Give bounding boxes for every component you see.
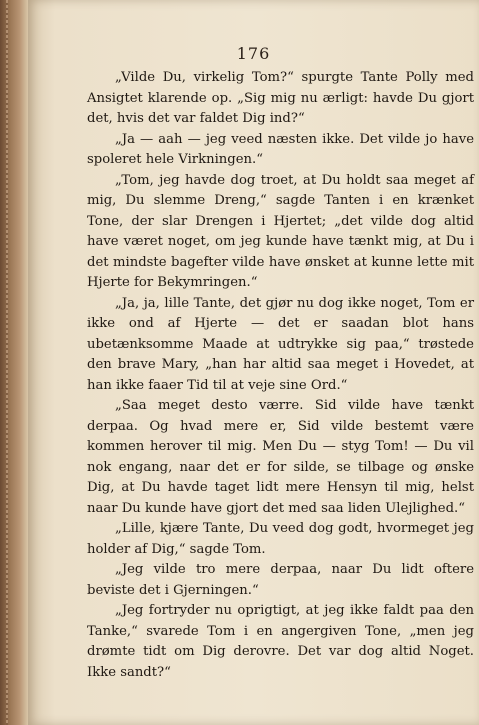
paragraph: „Vilde Du, virkelig Tom?“ spurgte Tante Polly med Ansigtet klarende op. „Sig mig nu ærligt: havde Du gjort det, hvis det var faldet Dig ind?“ [87, 70, 474, 126]
paragraph: „Saa meget desto værre. Sid vilde have tænkt derpaa. Og hvad mere er, Sid vilde bestemt være kommen herover til mig. Men Du — styg Tom! — Du vil nok engang, naar det er for silde, se tilbage og ønske Dig, at Du havde taget lidt mere Hensyn til mig, helst naar Du kunde have gjort det med saa liden Ulejlighed.“ [87, 398, 474, 516]
page-body [87, 68, 474, 683]
book-page [28, 0, 479, 725]
paragraph: „Jeg vilde tro mere derpaa, naar Du lidt oftere beviste det i Gjerningen.“ [87, 562, 474, 598]
paragraph: „Tom, jeg havde dog troet, at Du holdt saa meget af mig, Du slemme Dreng,“ sagde Tanten i en krænket Tone, der slar Drengen i Hjertet; „det vilde dog altid have været noget, om jeg kunde have tænkt mig, at Du i det mindste bagefter vilde have ønsket at kunne lette mit Hjerte for Bekymringen.“ [87, 172, 474, 290]
paragraph: „Lille, kjære Tante, Du veed dog godt, hvormeget jeg holder af Dig,“ sagde Tom. [87, 521, 474, 557]
book-spine [0, 0, 28, 725]
paragraph: „Ja, ja, lille Tante, det gjør nu dog ikke noget, Tom er ikke ond af Hjerte — det er saadan blot hans ubetænksomme Maade at udtrykke sig paa,“ trøstede den brave Mary, „han har altid saa meget i Hovedet, at han ikke faaer Tid til at veje sine Ord.“ [87, 295, 474, 393]
paragraph: „Jeg fortryder nu oprigtigt, at jeg ikke faldt paa den Tanke,“ svarede Tom i en angergiven Tone, „men jeg drømte tidt om Dig derovre. Det var dog altid Noget. Ikke sandt?“ [87, 603, 474, 680]
page-number: 176 [236, 44, 271, 63]
paragraph: „Ja — aah — jeg veed næsten ikke. Det vilde jo have spoleret hele Virkningen.“ [87, 131, 474, 167]
